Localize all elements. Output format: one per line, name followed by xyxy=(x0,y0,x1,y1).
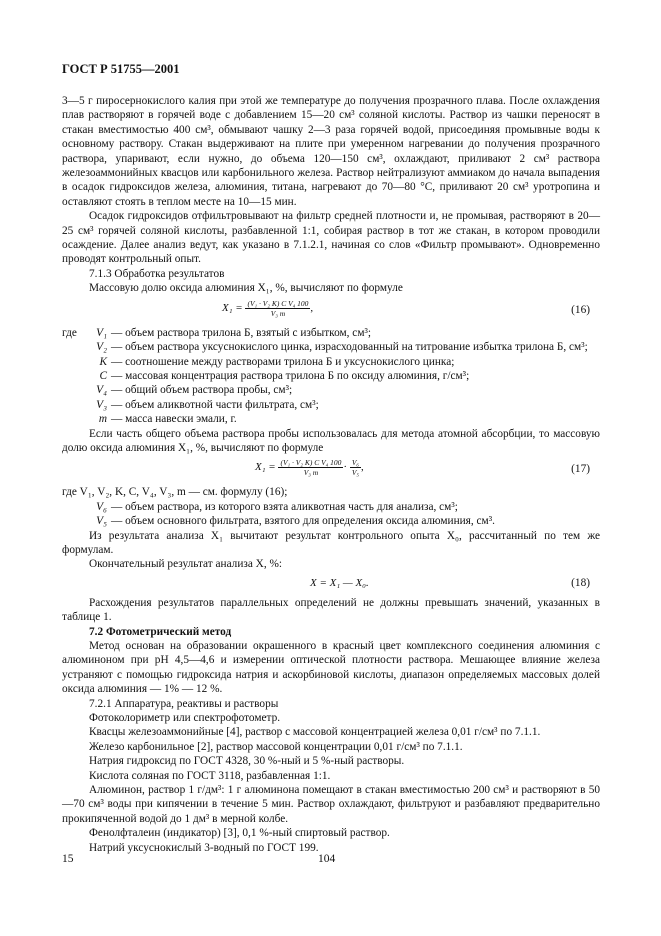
section-7-1-3-heading: 7.1.3 Обработка результатов xyxy=(89,267,225,280)
definition-text: — массовая концентрация раствора трилона Б по оксиду алюминия, г/см³; xyxy=(111,369,470,382)
formula-16-denominator: V₃ m xyxy=(270,308,286,318)
formula-18 xyxy=(62,575,600,593)
formula-18-expression: X = X₁ — X₀. xyxy=(310,576,369,589)
formula-16 xyxy=(62,299,600,323)
list-item: Фенолфталеин (индикатор) [3], 0,1 %-ный спиртовый раствор. xyxy=(89,827,390,840)
definition-row xyxy=(62,412,600,426)
list-item: 7.2.1 Аппаратура, реактивы и растворы xyxy=(89,697,279,710)
definition-text: — масса навески эмали, г. xyxy=(111,413,237,426)
formula-17-numerator: (V₁ · V₂ K) C V₄ 100 xyxy=(280,458,342,468)
page-body xyxy=(62,94,600,855)
definition-row xyxy=(62,398,600,412)
document-header: ГОСТ Р 51755—2001 xyxy=(62,62,180,76)
paragraph-9: Алюминон, раствор 1 г/дм³: 1 г алюминона помещают в стакан вместимостью 200 см³ и растворяют в 50—70 см³ воды при кипячении в течение 5 мин. Раствор охлаждают, фильтруют и разбавляют предварительно прокипяченной водой до 1 дм³ в мерной колбе. xyxy=(62,784,600,825)
page-number-center: 104 xyxy=(318,853,336,865)
formula-18-number: (18) xyxy=(571,576,590,589)
list-item: Железо карбонильное [2], раствор массовой концентрации 0,01 г/см³ по 7.1.1. xyxy=(89,740,463,753)
paragraph-3: Массовую долю оксида алюминия X₁, %, вычисляют по формуле xyxy=(89,282,403,295)
definition-symbol: C xyxy=(99,369,107,382)
list-item: Квасцы железоаммонийные [4], раствор с массовой концентрацией железа 0,01 г/см³ по 7.1.1. xyxy=(89,726,541,739)
definition-row xyxy=(62,340,600,354)
definition-text: — объем основного фильтрата, взятого для определения оксида алюминия, см³. xyxy=(111,515,495,528)
formula-17 xyxy=(62,458,600,482)
formula-17-definitions-intro: где V₁, V₂, K, C, V₄, V₃, m — см. формулу (16); xyxy=(62,486,288,499)
definition-symbol: K xyxy=(99,355,107,368)
definition-text: — соотношение между растворами трилона Б и уксуснокислого цинка; xyxy=(111,355,455,368)
definition-symbol: V₄ xyxy=(96,384,107,397)
definition-row xyxy=(62,514,600,528)
definition-symbol: m xyxy=(98,413,107,426)
formula-17-fraction-1 xyxy=(278,458,343,477)
formula-16-numerator: (V₁ · V₂ K) C V₄ 100 xyxy=(247,298,309,308)
formula-16-tail: , xyxy=(310,301,314,314)
formula-17-denominator: V₃ m xyxy=(303,468,319,478)
definition-text: — объем раствора трилона Б, взятый с избытком, см³; xyxy=(111,326,371,339)
definition-text: — объем раствора, из которого взята аликвотная часть для анализа, см³; xyxy=(111,500,458,513)
paragraph-7: Расхождения результатов параллельных определений не должны превышать значений, указанных в таблице 1. xyxy=(62,596,600,624)
definition-symbol: V₅ xyxy=(96,515,107,528)
definition-symbol: V₂ xyxy=(96,341,107,354)
definition-row xyxy=(62,355,600,369)
definition-row xyxy=(62,369,600,383)
formula-17-denominator-2: V₅ xyxy=(351,468,360,478)
formula-16-fraction xyxy=(245,299,310,318)
formula-17-tail: , xyxy=(361,461,364,474)
paragraph-8: Метод основан на образовании окрашенного в красный цвет комплексного соединения алюминия с алюминоном при рН 4,5—4,6 и измерении оптической плотности раствора. Мешающее влияние железа устраняют с помощью гидроксида натрия и аскорбиновой кислоты, диапазон определяемых массовых долей оксида алюминия — 1% — 12 %. xyxy=(62,640,600,696)
definition-symbol: V₆ xyxy=(96,500,107,513)
definition-symbol: V₃ xyxy=(96,398,107,411)
paragraph-4: Если часть общего объема раствора пробы использовалась для метода атомной абсорбции, то массовую долю оксида алюминия X₁, %, вычисляют по формуле xyxy=(62,427,600,454)
formula-17-definitions xyxy=(62,500,600,529)
definition-symbol: V₁ xyxy=(96,326,107,339)
where-label: где xyxy=(62,326,77,339)
paragraph-5: Из результата анализа X₁ вычитают результат контрольного опыта X₀, рассчитанный по тем же формулам. xyxy=(62,529,600,556)
list-item: Фотоколориметр или спектрофотометр. xyxy=(89,712,281,725)
definition-text: — объем аликвотной части фильтрата, см³; xyxy=(111,398,319,411)
paragraph-2: Осадок гидроксидов отфильтровывают на фильтр средней плотности и, не промывая, растворяют в 20—25 см³ горячей соляной кислоты, разбавленной 1:1, собирая раствор в тот же стакан, в котором проводили осаждение. Далее анализ ведут, как указано в 7.1.2.1, начиная со слов «Фильтр промывают». Одновременно проводят контрольный опыт. xyxy=(62,210,600,266)
formula-17-lhs: X₁ = xyxy=(255,461,276,474)
formula-16-definitions xyxy=(62,326,600,427)
definition-text: — общий объем раствора пробы, см³; xyxy=(111,384,293,397)
formula-17-number: (17) xyxy=(571,463,590,476)
formula-17-mult: · xyxy=(343,461,348,474)
formula-16-number: (16) xyxy=(571,303,590,316)
paragraph-6: Окончательный результат анализа X, %: xyxy=(89,558,283,571)
paragraph-1: 3—5 г пиросернокислого калия при этой же температуре до получения прозрачного плава. После охлаждения плав растворяют в горячей воде с добавлением 15—20 см³ соляной кислоты. Раствор из чашки переносят в стакан вместимостью 400 см³, обмывают чашку 2—3 раза горячей водой, присоединяя промывные воды к основному раствору. Стакан выдерживают на плите при умеренном нагревании до получения прозрачного раствора, упаривают, если нужно, до объема 120—150 см³, охлаждают, приливают 2 см³ раствора железоаммонийных квасцов или карбонильного железа. Раствор нейтрализуют аммиаком до начала выпадения в осадок гидроксидов железа, алюминия, титана, нагревают до 70—80 °С, приливают 20 см³ уротропина и оставляют стоять в теплом месте на 10—15 мин. xyxy=(62,95,600,208)
formula-17-fraction-2 xyxy=(350,458,361,477)
definition-text: — объем раствора уксуснокислого цинка, израсходованный на титрование избытка трилона Б, см³; xyxy=(111,341,588,354)
page-number-left: 15 xyxy=(62,853,74,865)
definition-row xyxy=(62,326,600,340)
list-item: Натрия гидроксид по ГОСТ 4328, 30 %-ный и 5 %-ный растворы. xyxy=(89,755,405,768)
formula-17-numerator-2: V₆ xyxy=(351,458,360,468)
section-7-2-heading: 7.2 Фотометрический метод xyxy=(89,625,232,638)
definition-row xyxy=(62,383,600,397)
formula-16-lhs: X₁ = xyxy=(222,301,243,314)
list-item: Кислота соляная по ГОСТ 3118, разбавленная 1:1. xyxy=(89,769,331,782)
definition-row xyxy=(62,500,600,514)
list-item: Натрий уксуснокислый 3-водный по ГОСТ 199. xyxy=(89,841,319,854)
